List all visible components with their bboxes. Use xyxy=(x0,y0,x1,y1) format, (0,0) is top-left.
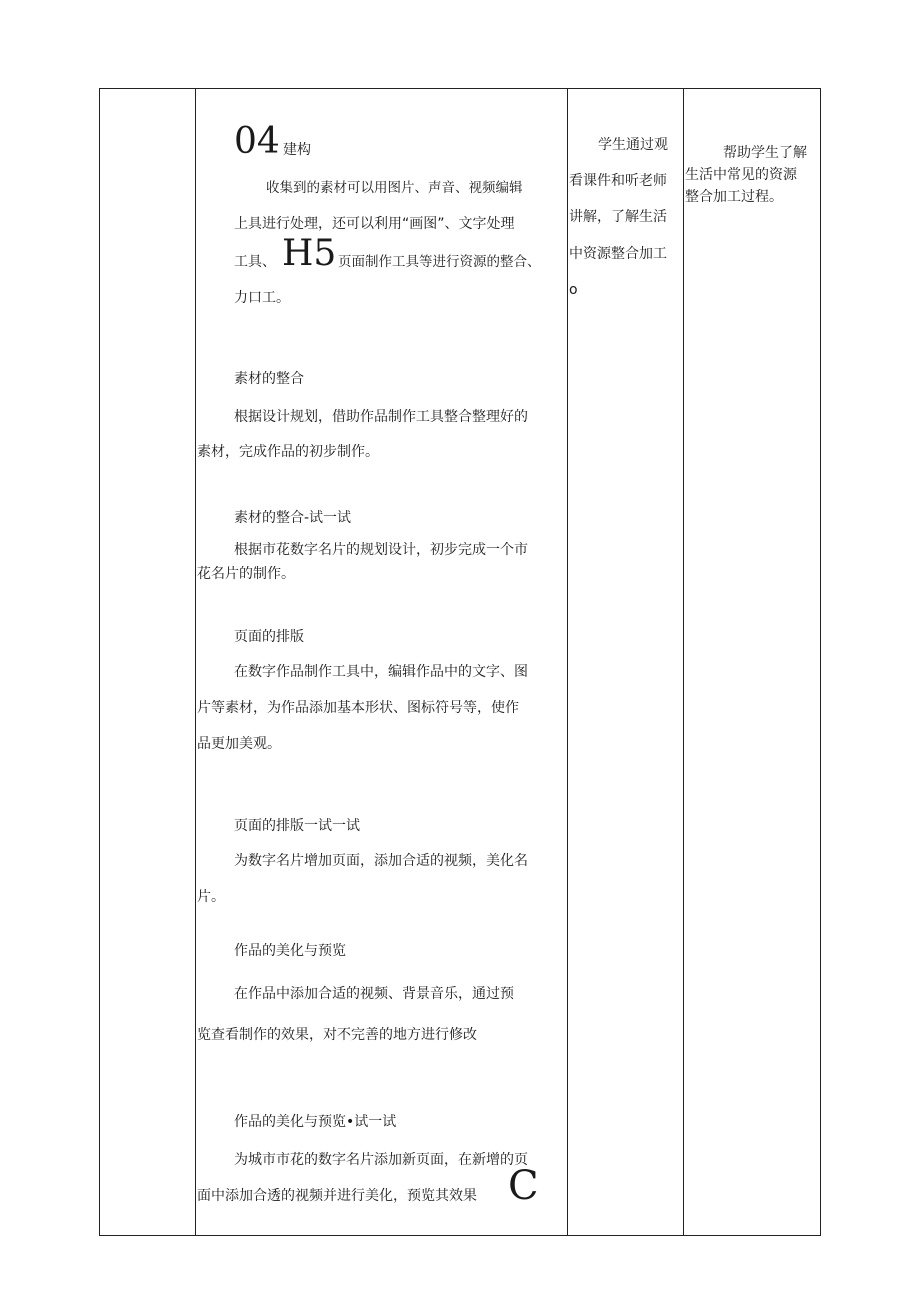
body-line: 在数字作品制作工具中，编辑作品中的文字、图 xyxy=(234,664,528,680)
student-line: 看课件和听老师 xyxy=(569,173,667,189)
section-heading: 作品的美化与预览•试一试 xyxy=(234,1114,397,1130)
section-title: 建构 xyxy=(283,142,311,158)
h5-label: H5 xyxy=(282,233,337,274)
body-line: 为数字名片增加页面，添加合适的视频，美化名 xyxy=(234,853,528,869)
section-heading: 素材的整合 xyxy=(234,371,304,387)
student-line: 讲解，了解生活 xyxy=(569,209,667,225)
body-line: 为城市市花的数字名片添加新页面，在新增的页 xyxy=(234,1152,528,1168)
body-line: 片。 xyxy=(197,889,225,905)
intro-line: 力口工。 xyxy=(234,290,290,306)
student-line: 中资源整合加工 xyxy=(569,246,667,262)
body-line: 品更加美观。 xyxy=(197,736,281,752)
intro-line: 页面制作工具等进行资源的整合、 xyxy=(338,254,541,270)
body-line: 根据市花数字名片的规划设计，初步完成一个市 xyxy=(234,542,528,558)
column-divider-1 xyxy=(195,88,196,1236)
body-line: 面中添加合透的视频并进行美化，预览其效果 xyxy=(197,1188,477,1204)
body-line: 花名片的制作。 xyxy=(197,566,295,582)
column-divider-3 xyxy=(683,88,684,1236)
body-line: 览查看制作的效果，对不完善的地方进行修改 xyxy=(197,1027,477,1043)
student-line: o xyxy=(569,282,578,298)
section-heading: 素材的整合-试一试 xyxy=(234,510,352,526)
purpose-line: 生活中常见的资源 xyxy=(685,167,797,183)
student-line: 学生通过观 xyxy=(598,137,668,153)
section-heading: 作品的美化与预览 xyxy=(234,943,346,959)
section-heading: 页面的排版 xyxy=(234,629,304,645)
section-number: 04 xyxy=(234,121,280,162)
section-heading: 页面的排版一试一试 xyxy=(234,818,360,834)
intro-line: 工具、 xyxy=(234,254,276,270)
purpose-line: 整合加工过程。 xyxy=(685,189,783,205)
intro-line: 上具进行处理，还可以利用“画图”、文字处理 xyxy=(234,216,515,232)
body-line: 片等素材，为作品添加基本形状、图标符号等，使作 xyxy=(197,700,519,716)
purpose-line: 帮助学生了解 xyxy=(723,145,807,161)
column-divider-2 xyxy=(567,88,568,1236)
trailing-letter: C xyxy=(508,1163,539,1209)
body-line: 根据设计规划，借助作品制作工具整合整理好的 xyxy=(234,409,528,425)
body-line: 素材，完成作品的初步制作。 xyxy=(197,444,379,460)
intro-line: 收集到的素材可以用图片、声音、视频编辑 xyxy=(266,180,523,196)
body-line: 在作品中添加合适的视频、背景音乐，通过预 xyxy=(234,986,514,1002)
